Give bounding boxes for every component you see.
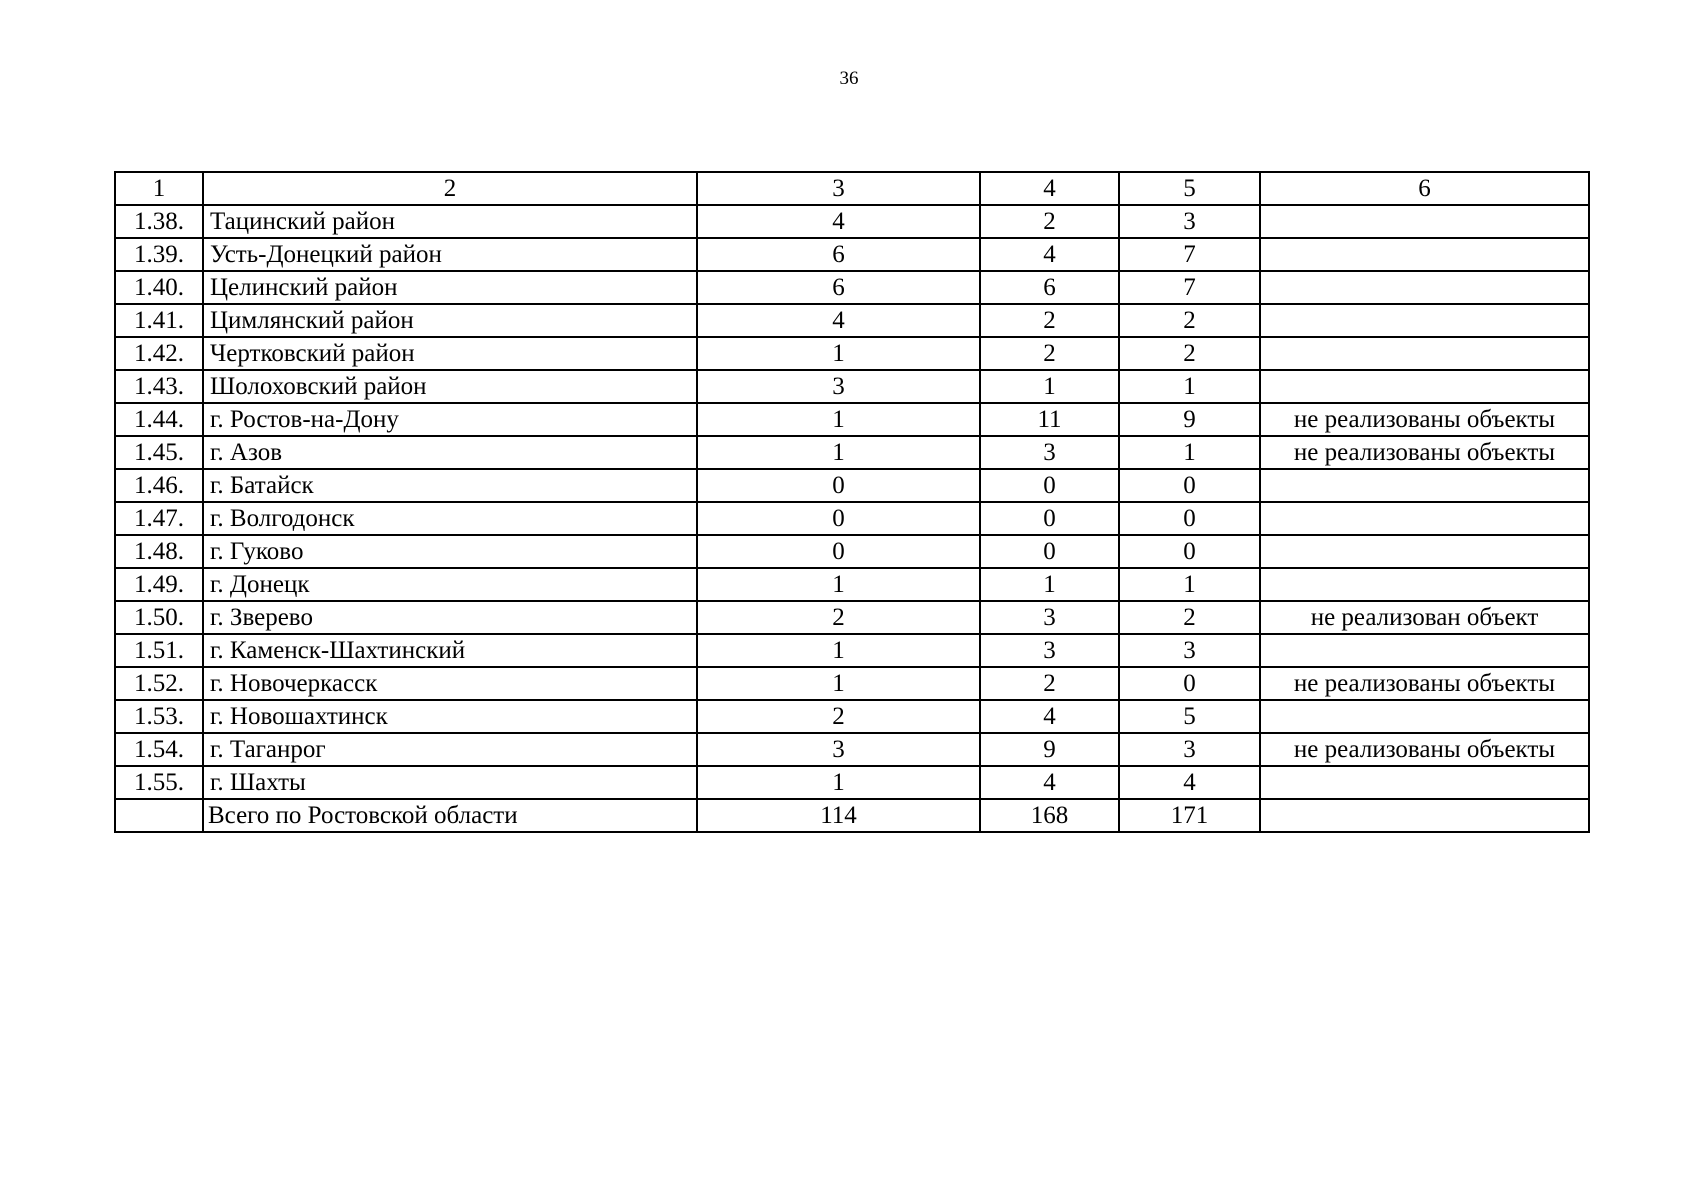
value-col-4: 4 xyxy=(980,238,1119,271)
table-row xyxy=(115,568,1589,601)
row-note xyxy=(1260,271,1589,304)
value-col-4: 3 xyxy=(980,436,1119,469)
row-name: г. Ростов-на-Дону xyxy=(203,403,697,436)
value-col-5: 1 xyxy=(1119,436,1260,469)
row-number: 1.54. xyxy=(115,733,203,766)
value-col-3: 0 xyxy=(697,535,980,568)
value-col-4: 1 xyxy=(980,568,1119,601)
row-number: 1.38. xyxy=(115,205,203,238)
table-row xyxy=(115,205,1589,238)
table-row xyxy=(115,304,1589,337)
data-table xyxy=(114,171,1590,833)
table-row xyxy=(115,700,1589,733)
value-col-4: 3 xyxy=(980,634,1119,667)
table-body xyxy=(115,205,1589,832)
row-note: не реализованы объекты xyxy=(1260,403,1589,436)
row-number: 1.39. xyxy=(115,238,203,271)
row-number: 1.40. xyxy=(115,271,203,304)
value-col-4: 9 xyxy=(980,733,1119,766)
row-note xyxy=(1260,634,1589,667)
column-header: 2 xyxy=(203,172,697,205)
row-name: г. Шахты xyxy=(203,766,697,799)
value-col-5: 3 xyxy=(1119,733,1260,766)
row-name: г. Новошахтинск xyxy=(203,700,697,733)
row-note xyxy=(1260,502,1589,535)
column-header: 3 xyxy=(697,172,980,205)
row-number: 1.42. xyxy=(115,337,203,370)
row-name: Усть-Донецкий район xyxy=(203,238,697,271)
row-name: г. Таганрог xyxy=(203,733,697,766)
value-col-5: 2 xyxy=(1119,304,1260,337)
value-col-4: 2 xyxy=(980,337,1119,370)
row-name: г. Зверево xyxy=(203,601,697,634)
row-number: 1.41. xyxy=(115,304,203,337)
value-col-5: 1 xyxy=(1119,370,1260,403)
value-col-5: 3 xyxy=(1119,634,1260,667)
value-col-3: 4 xyxy=(697,205,980,238)
row-note xyxy=(1260,205,1589,238)
table-row xyxy=(115,337,1589,370)
table-row xyxy=(115,403,1589,436)
value-col-4: 2 xyxy=(980,667,1119,700)
value-col-3: 2 xyxy=(697,700,980,733)
row-name: Цимлянский район xyxy=(203,304,697,337)
row-note xyxy=(1260,535,1589,568)
row-number: 1.43. xyxy=(115,370,203,403)
value-col-4: 0 xyxy=(980,502,1119,535)
row-note xyxy=(1260,370,1589,403)
table-row xyxy=(115,601,1589,634)
value-col-4: 4 xyxy=(980,766,1119,799)
row-number: 1.48. xyxy=(115,535,203,568)
row-name: г. Гуково xyxy=(203,535,697,568)
row-note xyxy=(1260,238,1589,271)
row-note xyxy=(1260,700,1589,733)
value-col-3: 3 xyxy=(697,370,980,403)
page-number: 36 xyxy=(839,68,859,89)
value-col-5: 0 xyxy=(1119,667,1260,700)
value-col-3: 1 xyxy=(697,766,980,799)
value-col-3: 1 xyxy=(697,436,980,469)
value-col-3: 114 xyxy=(697,799,980,832)
column-header: 6 xyxy=(1260,172,1589,205)
value-col-3: 6 xyxy=(697,238,980,271)
row-name: Целинский район xyxy=(203,271,697,304)
value-col-4: 2 xyxy=(980,205,1119,238)
value-col-3: 1 xyxy=(697,568,980,601)
row-number: 1.45. xyxy=(115,436,203,469)
row-note xyxy=(1260,469,1589,502)
row-name: г. Волгодонск xyxy=(203,502,697,535)
row-name: г. Донецк xyxy=(203,568,697,601)
value-col-5: 7 xyxy=(1119,238,1260,271)
value-col-5: 0 xyxy=(1119,502,1260,535)
value-col-5: 9 xyxy=(1119,403,1260,436)
value-col-3: 1 xyxy=(697,337,980,370)
value-col-3: 0 xyxy=(697,469,980,502)
row-number: 1.49. xyxy=(115,568,203,601)
row-name: Чертковский район xyxy=(203,337,697,370)
value-col-4: 4 xyxy=(980,700,1119,733)
row-name: г. Батайск xyxy=(203,469,697,502)
value-col-3: 1 xyxy=(697,667,980,700)
value-col-4: 6 xyxy=(980,271,1119,304)
value-col-5: 3 xyxy=(1119,205,1260,238)
row-note xyxy=(1260,337,1589,370)
value-col-5: 1 xyxy=(1119,568,1260,601)
value-col-5: 0 xyxy=(1119,535,1260,568)
row-note xyxy=(1260,766,1589,799)
value-col-5: 0 xyxy=(1119,469,1260,502)
column-header: 4 xyxy=(980,172,1119,205)
row-note: не реализованы объекты xyxy=(1260,733,1589,766)
row-number: 1.51. xyxy=(115,634,203,667)
row-number: 1.47. xyxy=(115,502,203,535)
row-note: не реализован объект xyxy=(1260,601,1589,634)
value-col-3: 1 xyxy=(697,403,980,436)
value-col-4: 168 xyxy=(980,799,1119,832)
row-note: не реализованы объекты xyxy=(1260,667,1589,700)
value-col-3: 0 xyxy=(697,502,980,535)
value-col-5: 2 xyxy=(1119,337,1260,370)
value-col-4: 1 xyxy=(980,370,1119,403)
value-col-4: 3 xyxy=(980,601,1119,634)
row-number: 1.53. xyxy=(115,700,203,733)
value-col-5: 5 xyxy=(1119,700,1260,733)
value-col-3: 1 xyxy=(697,634,980,667)
row-number: 1.55. xyxy=(115,766,203,799)
row-name: Шолоховский район xyxy=(203,370,697,403)
table-row xyxy=(115,238,1589,271)
row-note xyxy=(1260,799,1589,832)
row-note xyxy=(1260,568,1589,601)
value-col-3: 3 xyxy=(697,733,980,766)
value-col-4: 0 xyxy=(980,469,1119,502)
value-col-4: 2 xyxy=(980,304,1119,337)
row-name: г. Новочеркасск xyxy=(203,667,697,700)
column-header: 1 xyxy=(115,172,203,205)
table-row xyxy=(115,733,1589,766)
row-name: Тацинский район xyxy=(203,205,697,238)
row-name: г. Азов xyxy=(203,436,697,469)
value-col-4: 0 xyxy=(980,535,1119,568)
row-note xyxy=(1260,304,1589,337)
table-row xyxy=(115,370,1589,403)
table-row xyxy=(115,634,1589,667)
table-row xyxy=(115,469,1589,502)
total-row xyxy=(115,799,1589,832)
value-col-5: 171 xyxy=(1119,799,1260,832)
row-number: 1.44. xyxy=(115,403,203,436)
table-row xyxy=(115,667,1589,700)
table-row xyxy=(115,502,1589,535)
row-name: Всего по Ростовской области xyxy=(203,799,697,832)
row-name: г. Каменск-Шахтинский xyxy=(203,634,697,667)
value-col-5: 7 xyxy=(1119,271,1260,304)
value-col-3: 6 xyxy=(697,271,980,304)
header-row xyxy=(115,172,1589,205)
value-col-5: 2 xyxy=(1119,601,1260,634)
row-number xyxy=(115,799,203,832)
value-col-3: 2 xyxy=(697,601,980,634)
row-number: 1.52. xyxy=(115,667,203,700)
table-row xyxy=(115,535,1589,568)
table-row xyxy=(115,766,1589,799)
row-number: 1.50. xyxy=(115,601,203,634)
value-col-5: 4 xyxy=(1119,766,1260,799)
row-number: 1.46. xyxy=(115,469,203,502)
table-row xyxy=(115,271,1589,304)
table-row xyxy=(115,436,1589,469)
column-header: 5 xyxy=(1119,172,1260,205)
value-col-3: 4 xyxy=(697,304,980,337)
value-col-4: 11 xyxy=(980,403,1119,436)
row-note: не реализованы объекты xyxy=(1260,436,1589,469)
